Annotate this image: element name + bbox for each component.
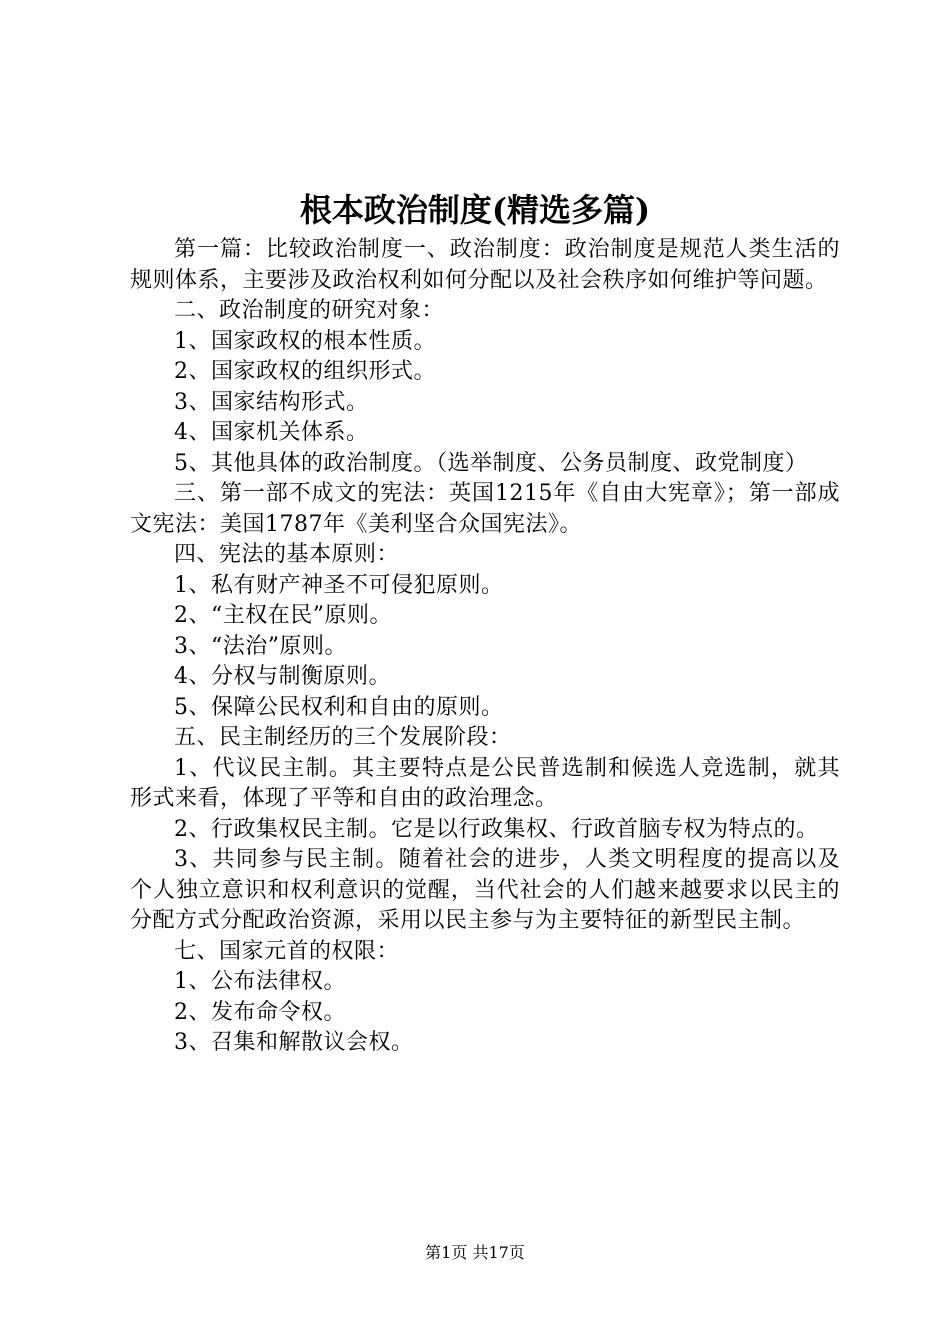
paragraph: 第一篇：比较政治制度一、政治制度：政治制度是规范人类生活的规则体系，主要涉及政治权利如何分配以及社会秩序如何维护等问题。	[130, 237, 840, 293]
paragraph: 四、宪法的基本原则：	[174, 542, 400, 567]
page-footer: 第1页 共17页	[425, 1243, 525, 1262]
paragraph: 二、政治制度的研究对象：	[174, 298, 445, 323]
document-title: 根本政治制度(精选多篇)	[299, 191, 651, 229]
paragraph: 1、国家政权的根本性质。	[174, 328, 436, 354]
paragraph: 4、国家机关体系。	[174, 420, 369, 445]
paragraph: 3、召集和解散议会权。	[174, 1030, 414, 1055]
paragraph: 1、公布法律权。	[174, 969, 346, 994]
paragraph: 3、共同参与民主制。随着社会的进步，人类文明程度的提高以及个人独立意识和权利意识的觉醒，当代社会的人们越来越要求以民主的分配方式分配政治资源，采用以民主参与为主要特征的新型民主制。	[130, 847, 840, 933]
paragraph: 2、国家政权的组织形式。	[174, 359, 436, 384]
paragraph: 2、“主权在民”原则。	[174, 603, 392, 628]
paragraph: 1、代议民主制。其主要特点是公民普选制和候选人竞选制，就其形式来看，体现了平等和自由的政治理念。	[130, 755, 840, 811]
paragraph: 5、保障公民权利和自由的原则。	[174, 694, 504, 720]
paragraph: 七、国家元首的权限：	[174, 938, 400, 964]
paragraph: 5、其他具体的政治制度。（选举制度、公务员制度、政党制度）	[174, 450, 808, 476]
paragraph: 4、分权与制衡原则。	[174, 664, 391, 689]
paragraph: 3、“法治”原则。	[174, 633, 347, 659]
paragraph: 2、发布命令权。	[174, 999, 346, 1025]
paragraph: 五、民主制经历的三个发展阶段：	[174, 725, 512, 750]
paragraph: 1、私有财产神圣不可侵犯原则。	[174, 572, 504, 598]
paragraph: 三、第一部不成文的宪法：英国1215年《自由大宪章》；第一部成文宪法：美国1787年《美利坚合众国宪法》。	[130, 481, 840, 537]
paragraph: 2、行政集权民主制。它是以行政集权、行政首脑专权为特点的。	[174, 816, 819, 842]
document-body	[130, 235, 840, 1059]
paragraph: 3、国家结构形式。	[174, 389, 369, 415]
